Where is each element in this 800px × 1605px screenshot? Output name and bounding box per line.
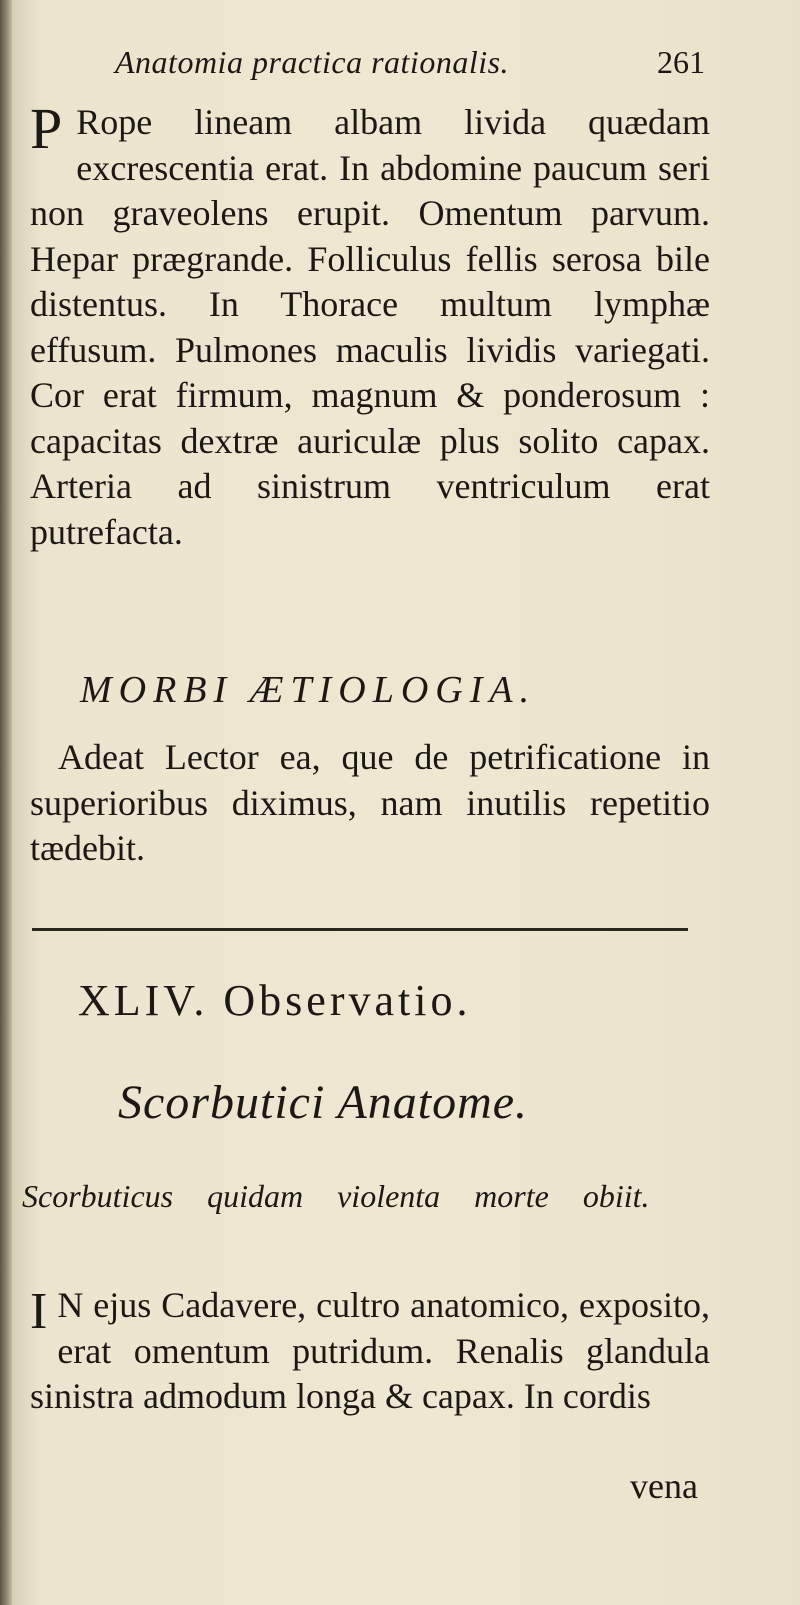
paragraph-3-text: N ejus Cadavere, cultro anatomico, exposito, erat omentum putridum. Renalis glandula sinistra admodum longa & capax. In cordis bbox=[30, 1285, 710, 1416]
paragraph-2-text: Adeat Lector ea, que de petrificatione in superioribus diximus, nam inutilis repetitio tædebit. bbox=[30, 737, 710, 868]
paragraph-1 bbox=[30, 96, 710, 555]
running-title: Anatomia practica rationalis. bbox=[115, 44, 510, 80]
observation-summary: Scorbuticus quidam violenta morte obiit. bbox=[22, 1178, 650, 1214]
observation-subtitle: Scorbutici Anatome. bbox=[118, 1076, 529, 1129]
book-gutter bbox=[0, 0, 12, 1605]
drop-cap: P bbox=[30, 96, 63, 161]
catchword: vena bbox=[630, 1466, 698, 1506]
paragraph-1-text: Rope lineam albam livida quædam excrescentia erat. In abdomine paucum seri non graveolens erupit. Omentum parvum. Hepar prægrande. Folliculus fellis serosa bile distentus. In Thorace multum lymphæ effusum. Pulmones maculis lividis variegati. Cor erat firmum, magnum & ponderosum : capacitas dextræ auriculæ plus solito capax. Arteria ad sinistrum ventriculum erat putrefacta. bbox=[30, 102, 710, 552]
section-heading: MORBI ÆTIOLOGIA. bbox=[80, 669, 537, 711]
divider-rule bbox=[32, 928, 688, 931]
paragraph-2 bbox=[30, 735, 710, 872]
page-header bbox=[115, 44, 705, 94]
drop-cap: I bbox=[30, 1283, 48, 1340]
paragraph-3 bbox=[30, 1283, 710, 1420]
page-number: 261 bbox=[657, 44, 705, 80]
observation-heading: XLIV. Observatio. bbox=[78, 976, 472, 1025]
